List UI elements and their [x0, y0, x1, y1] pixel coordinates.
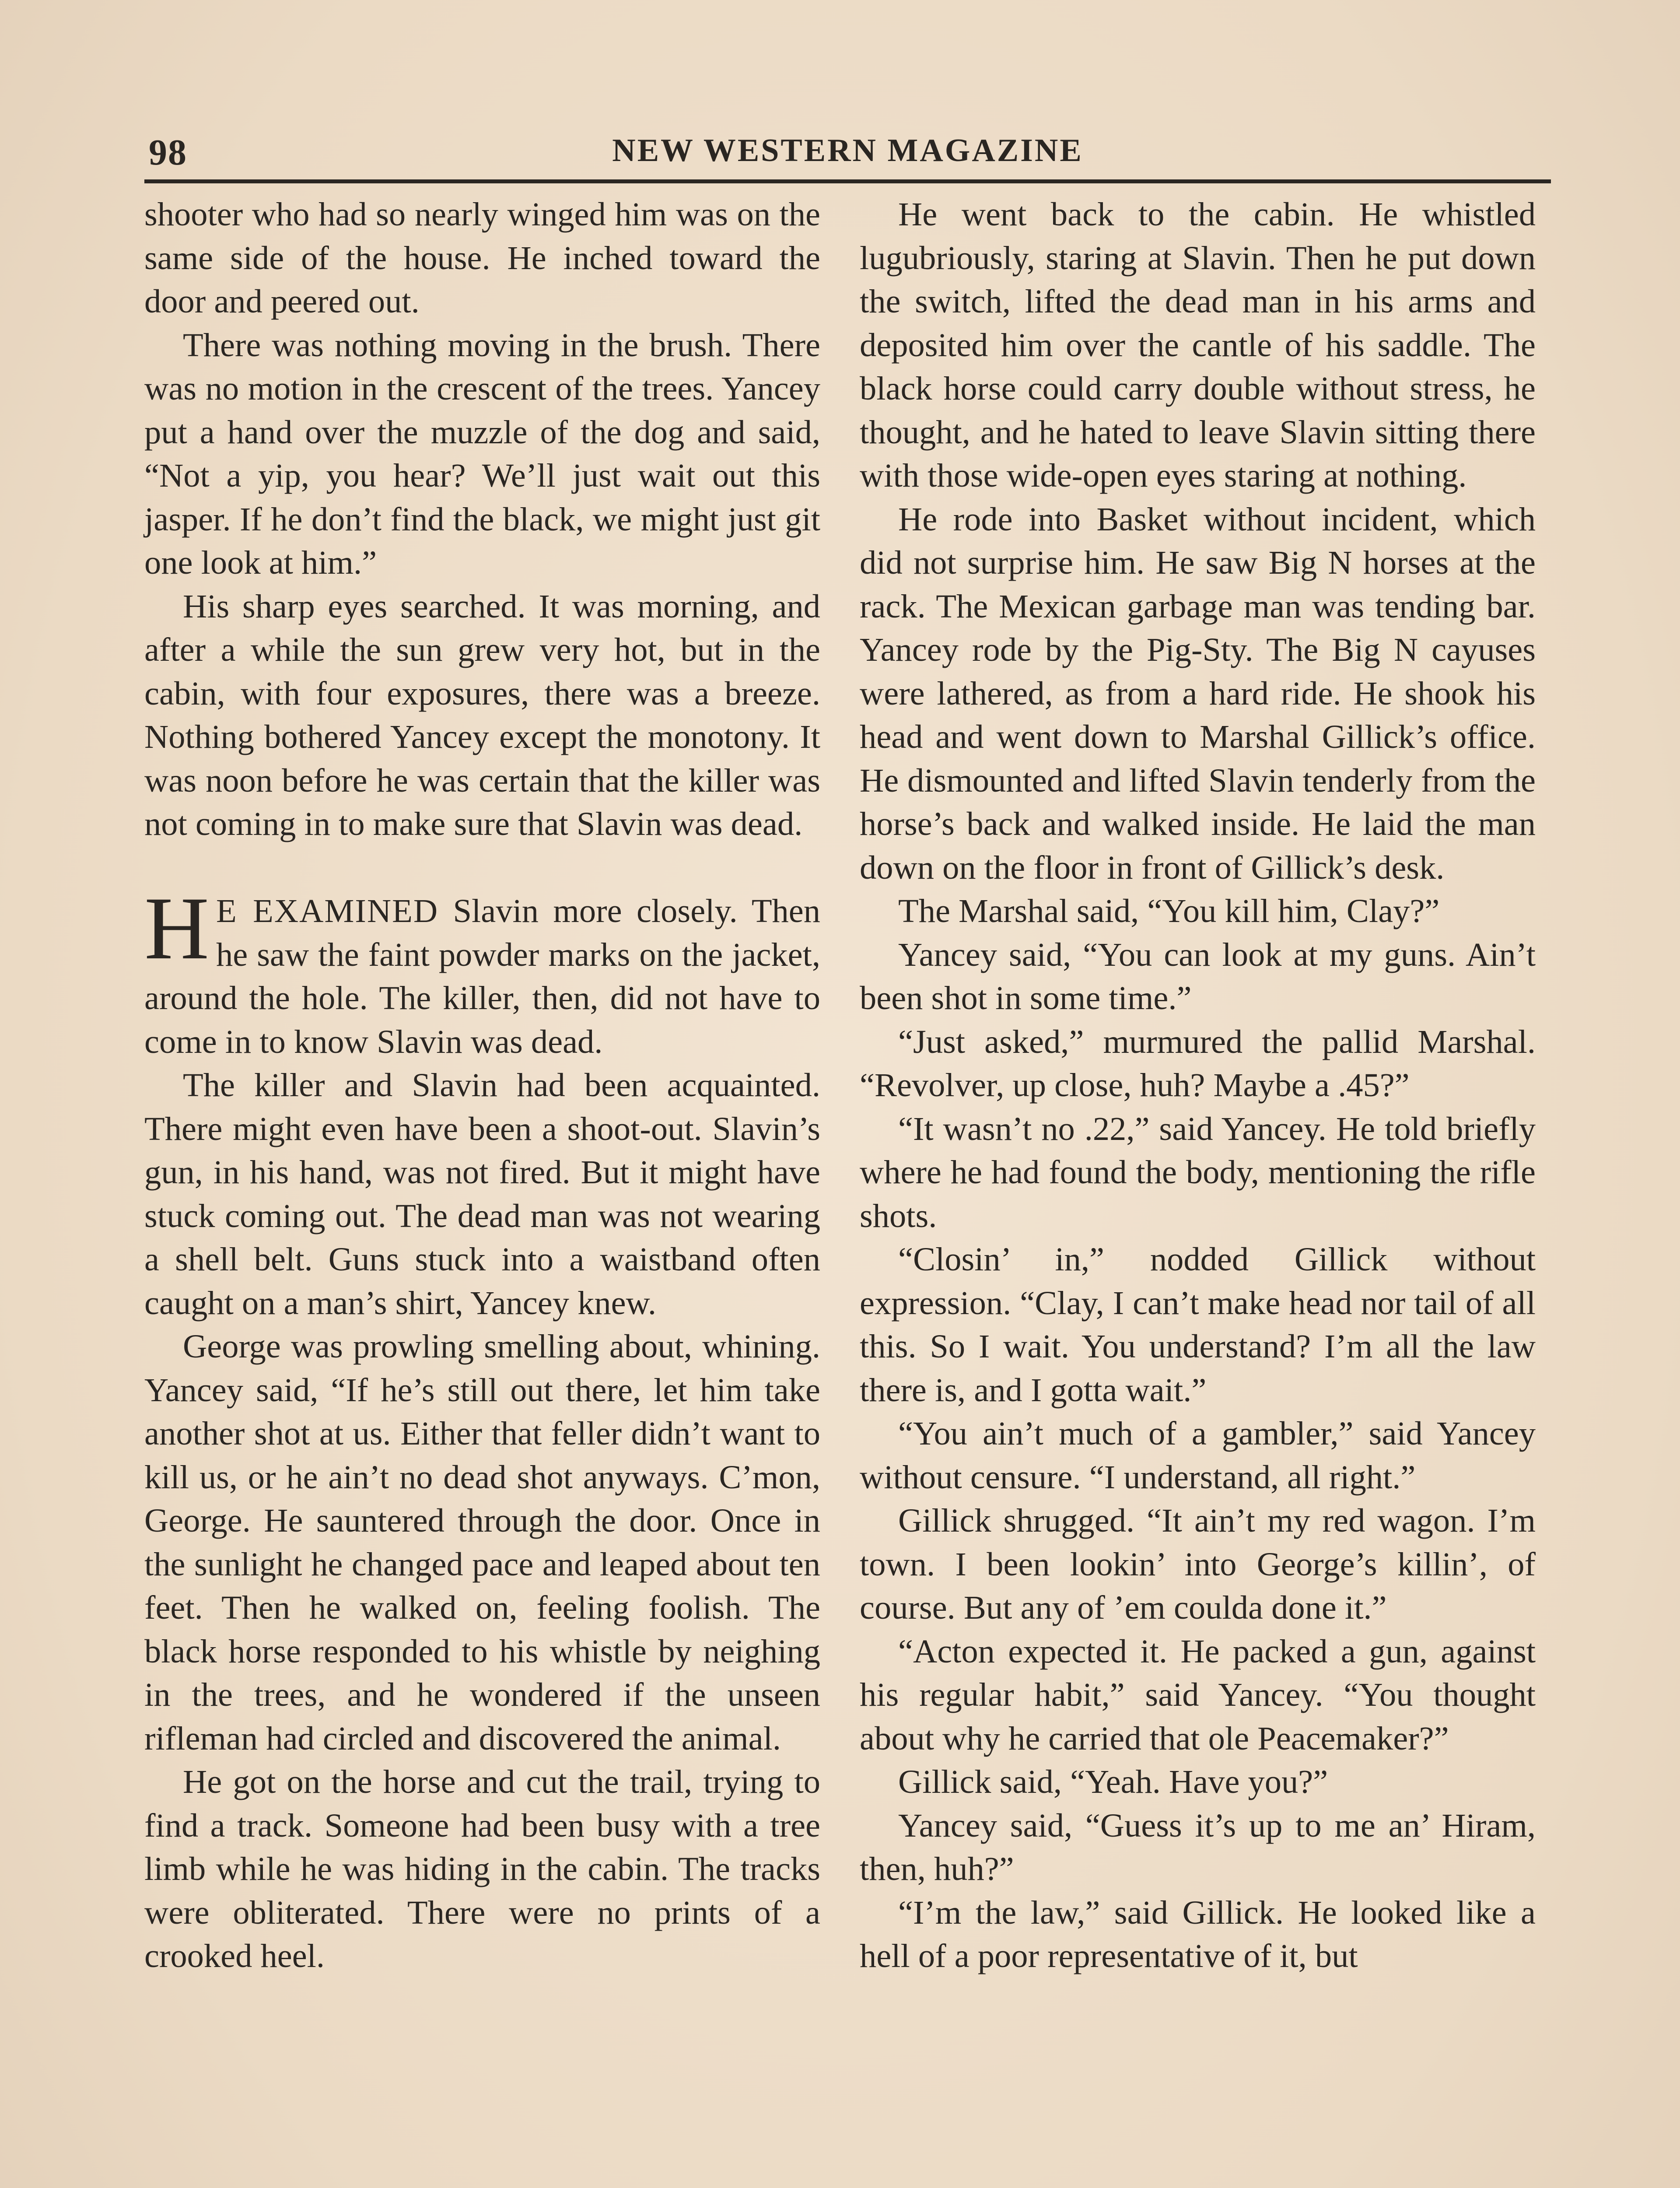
paragraph: Yancey said, “You can look at my guns. Ain’t been shot in some time.” — [860, 936, 1536, 1017]
page-number: 98 — [149, 132, 187, 173]
section-paragraph — [144, 879, 820, 1063]
paragraph: “It wasn’t no .22,” said Yancey. He told briefly where he had found the body, mentioning the rifle shots. — [860, 1110, 1536, 1234]
left-column — [144, 193, 820, 1978]
paragraph: Gillick shrugged. “It ain’t my red wagon. I’m town. I been lookin’ into George’s killin’, of course. But any of ’em coulda done it.” — [860, 1502, 1536, 1626]
paragraph: There was nothing moving in the brush. There was no motion in the crescent of the trees. Yancey put a hand over the muzzle of the dog and said, “Not a yip, you hear? We’ll just wait out this jasper. If he don’t find the black, we might just git one look at him.” — [144, 326, 820, 581]
paragraph: He rode into Basket without incident, which did not surprise him. He saw Big N horses at the rack. The Mexican garbage man was tending bar. Yancey rode by the Pig-Sty. The Big N cayuses were lathered, as from a hard ride. He shook his head and went down to Marshal Gillick’s office. He dismounted and lifted Slavin tenderly from the horse’s back and walked inside. He laid the man down on the floor in front of Gillick’s desk. — [860, 500, 1536, 886]
paragraph: “Closin’ in,” nodded Gillick without expression. “Clay, I can’t make head nor tail of all this. So I wait. You understand? I’m all the law there is, and I gotta wait.” — [860, 1241, 1536, 1409]
paragraph: His sharp eyes searched. It was morning, and after a while the sun grew very hot, but in the cabin, with four exposures, there was a breeze. Nothing bothered Yancey except the monotony. It was noon before he was certain that the killer was not coming in to make sure that Slavin was dead. — [144, 587, 820, 842]
paragraph: He went back to the cabin. He whistled lugubriously, staring at Slavin. Then he put down the switch, lifted the dead man in his arms and deposited him over the cantle of his saddle. The black horse could carry double without stress, he thought, and he hated to leave Slavin sitting there with those wide-open eyes staring at nothing. — [860, 196, 1536, 494]
paragraph: “Acton expected it. He packed a gun, against his regular habit,” said Yancey. “You thought about why he carried that ole Peacemaker?” — [860, 1632, 1536, 1757]
paragraph: He got on the horse and cut the trail, trying to find a track. Someone had been busy with a tree limb while he was hiding in the cabin. The tracks were obliterated. There were no prints of a crooked heel. — [144, 1763, 820, 1974]
section-lead-in: E EXAMINED — [216, 892, 439, 929]
paragraph: George was prowling smelling about, whining. Yancey said, “If he’s still out there, let him take another shot at us. Either that feller didn’t want to kill us, or he ain’t no dead shot anyways. C’mon, George. He sauntered through the door. Once in the sunlight he changed pace and leaped about ten feet. Then he walked on, feeling foolish. The black horse responded to his whistle by neighing in the trees, and he wondered if the unseen rifleman had circled and discovered the animal. — [144, 1328, 820, 1757]
section-text: Slavin more closely. Then he saw the faint powder marks on the jacket, around the hole. The killer, then, did not have to come in to know Slavin was dead. — [144, 892, 820, 1060]
paragraph: shooter who had so nearly winged him was on the same side of the house. He inched toward the door and peered out. — [144, 196, 820, 320]
drop-cap: H — [144, 879, 210, 978]
page-header — [144, 127, 1551, 183]
paragraph: “I’m the law,” said Gillick. He looked like a hell of a poor representative of it, but — [860, 1893, 1536, 1974]
running-title: NEW WESTERN MAGAZINE — [612, 133, 1083, 168]
paragraph: The killer and Slavin had been acquainted. There might even have been a shoot-out. Slavin’s gun, in his hand, was not fired. But it might have stuck coming out. The dead man was not wearing a shell belt. Guns stuck into a waistband often caught on a man’s shirt, Yancey knew. — [144, 1066, 820, 1322]
paragraph: The Marshal said, “You kill him, Clay?” — [898, 892, 1440, 929]
paragraph: “You ain’t much of a gambler,” said Yancey without censure. “I understand, all right.” — [860, 1415, 1536, 1496]
paragraph: “Just asked,” murmured the pallid Marshal. “Revolver, up close, huh? Maybe a .45?” — [860, 1023, 1536, 1104]
paragraph: Gillick said, “Yeah. Have you?” — [898, 1763, 1328, 1800]
right-column — [860, 193, 1536, 1978]
paragraph: Yancey said, “Guess it’s up to me an’ Hiram, then, huh?” — [860, 1806, 1536, 1887]
